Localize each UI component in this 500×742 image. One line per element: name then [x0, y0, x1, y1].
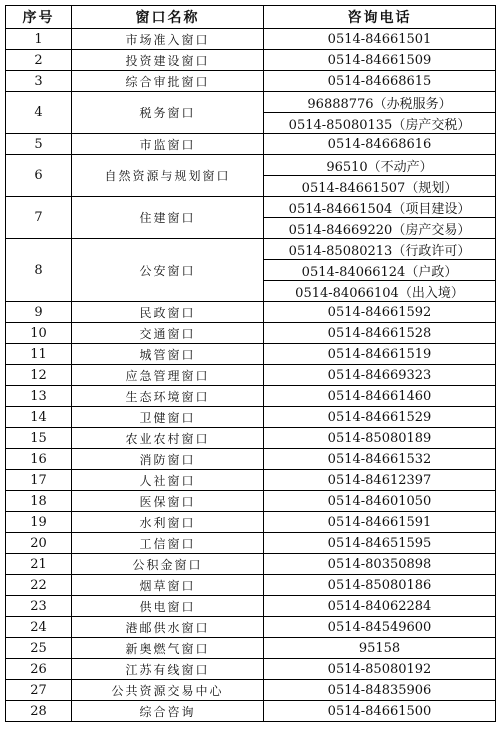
row-phone-number: 95158	[264, 638, 496, 659]
row-serial-number: 3	[6, 71, 72, 92]
table-row	[6, 428, 496, 449]
row-serial-number: 17	[6, 470, 72, 491]
row-window-name: 生态环境窗口	[72, 386, 264, 407]
row-window-name: 市监窗口	[72, 134, 264, 155]
row-serial-number: 11	[6, 344, 72, 365]
row-serial-number: 1	[6, 29, 72, 50]
table-row	[6, 449, 496, 470]
row-phone-number: 0514-84651595	[264, 533, 496, 554]
row-phone-number: 0514-85080189	[264, 428, 496, 449]
row-window-name: 水利窗口	[72, 512, 264, 533]
table-row	[6, 533, 496, 554]
table-row	[6, 29, 496, 50]
row-serial-number: 25	[6, 638, 72, 659]
row-serial-number: 8	[6, 239, 72, 302]
row-serial-number: 12	[6, 365, 72, 386]
table-body	[6, 29, 496, 722]
row-serial-number: 14	[6, 407, 72, 428]
row-serial-number: 20	[6, 533, 72, 554]
row-phone-number: 0514-84661460	[264, 386, 496, 407]
row-window-name: 江苏有线窗口	[72, 659, 264, 680]
row-phone-number: 0514-84661591	[264, 512, 496, 533]
row-phone-number: 0514-84669220（房产交易）	[264, 218, 496, 239]
row-serial-number: 26	[6, 659, 72, 680]
row-phone-number: 0514-85080192	[264, 659, 496, 680]
table-row	[6, 701, 496, 722]
table-row	[6, 302, 496, 323]
table-row	[6, 680, 496, 701]
row-window-name: 市场准入窗口	[72, 29, 264, 50]
row-window-name: 自然资源与规划窗口	[72, 155, 264, 197]
row-phone-number: 0514-84661528	[264, 323, 496, 344]
table-row	[6, 344, 496, 365]
table-row	[6, 491, 496, 512]
row-serial-number: 15	[6, 428, 72, 449]
row-window-name: 供电窗口	[72, 596, 264, 617]
table-row	[6, 155, 496, 176]
row-window-name: 公共资源交易中心	[72, 680, 264, 701]
table-row	[6, 638, 496, 659]
header-phone: 咨询电话	[264, 6, 496, 29]
row-window-name: 交通窗口	[72, 323, 264, 344]
table-row	[6, 323, 496, 344]
row-serial-number: 16	[6, 449, 72, 470]
row-serial-number: 28	[6, 701, 72, 722]
row-window-name: 工信窗口	[72, 533, 264, 554]
table-row	[6, 50, 496, 71]
row-phone-number: 0514-84661500	[264, 701, 496, 722]
table-row	[6, 239, 496, 260]
row-phone-number: 0514-85080213（行政许可）	[264, 239, 496, 260]
row-serial-number: 4	[6, 92, 72, 134]
row-window-name: 民政窗口	[72, 302, 264, 323]
row-phone-number: 0514-84661509	[264, 50, 496, 71]
row-window-name: 税务窗口	[72, 92, 264, 134]
row-phone-number: 0514-84062284	[264, 596, 496, 617]
row-phone-number: 0514-85080135（房产交税）	[264, 113, 496, 134]
row-serial-number: 21	[6, 554, 72, 575]
row-window-name: 医保窗口	[72, 491, 264, 512]
row-serial-number: 22	[6, 575, 72, 596]
table-row	[6, 659, 496, 680]
row-phone-number: 96510（不动产）	[264, 155, 496, 176]
table-row	[6, 407, 496, 428]
table-row	[6, 575, 496, 596]
row-serial-number: 24	[6, 617, 72, 638]
header-serial-number: 序号	[6, 6, 72, 29]
row-phone-number: 0514-84835906	[264, 680, 496, 701]
row-window-name: 住建窗口	[72, 197, 264, 239]
table-row	[6, 596, 496, 617]
row-phone-number: 0514-84661519	[264, 344, 496, 365]
row-window-name: 人社窗口	[72, 470, 264, 491]
row-serial-number: 13	[6, 386, 72, 407]
row-phone-number: 0514-84661529	[264, 407, 496, 428]
row-serial-number: 18	[6, 491, 72, 512]
row-window-name: 应急管理窗口	[72, 365, 264, 386]
row-serial-number: 27	[6, 680, 72, 701]
row-phone-number: 0514-84668615	[264, 71, 496, 92]
row-serial-number: 5	[6, 134, 72, 155]
row-phone-number: 96888776（办税服务）	[264, 92, 496, 113]
row-phone-number: 0514-84668616	[264, 134, 496, 155]
row-phone-number: 0514-84549600	[264, 617, 496, 638]
table-row	[6, 71, 496, 92]
row-phone-number: 0514-84661504（项目建设）	[264, 197, 496, 218]
contact-table-container	[5, 5, 496, 722]
row-window-name: 公积金窗口	[72, 554, 264, 575]
row-phone-number: 0514-84661507（规划）	[264, 176, 496, 197]
row-phone-number: 0514-84612397	[264, 470, 496, 491]
row-serial-number: 2	[6, 50, 72, 71]
row-window-name: 城管窗口	[72, 344, 264, 365]
row-phone-number: 0514-85080186	[264, 575, 496, 596]
row-phone-number: 0514-84669323	[264, 365, 496, 386]
table-row	[6, 197, 496, 218]
row-window-name: 综合审批窗口	[72, 71, 264, 92]
row-serial-number: 23	[6, 596, 72, 617]
row-window-name: 新奥燃气窗口	[72, 638, 264, 659]
row-window-name: 公安窗口	[72, 239, 264, 302]
row-phone-number: 0514-84066104（出入境）	[264, 281, 496, 302]
row-serial-number: 6	[6, 155, 72, 197]
row-serial-number: 9	[6, 302, 72, 323]
row-window-name: 农业农村窗口	[72, 428, 264, 449]
service-window-phone-table	[5, 5, 496, 722]
row-window-name: 综合咨询	[72, 701, 264, 722]
row-phone-number: 0514-84601050	[264, 491, 496, 512]
row-phone-number: 0514-84661592	[264, 302, 496, 323]
row-phone-number: 0514-84066124（户政）	[264, 260, 496, 281]
table-row	[6, 512, 496, 533]
row-window-name: 港邮供水窗口	[72, 617, 264, 638]
table-row	[6, 134, 496, 155]
row-window-name: 消防窗口	[72, 449, 264, 470]
table-row	[6, 92, 496, 113]
header-window-name: 窗口名称	[72, 6, 264, 29]
row-serial-number: 7	[6, 197, 72, 239]
row-serial-number: 10	[6, 323, 72, 344]
table-row	[6, 386, 496, 407]
row-window-name: 烟草窗口	[72, 575, 264, 596]
row-window-name: 投资建设窗口	[72, 50, 264, 71]
row-phone-number: 0514-80350898	[264, 554, 496, 575]
table-row	[6, 554, 496, 575]
row-serial-number: 19	[6, 512, 72, 533]
row-phone-number: 0514-84661501	[264, 29, 496, 50]
table-header-row	[6, 6, 496, 29]
row-window-name: 卫健窗口	[72, 407, 264, 428]
table-row	[6, 365, 496, 386]
table-row	[6, 617, 496, 638]
table-row	[6, 470, 496, 491]
row-phone-number: 0514-84661532	[264, 449, 496, 470]
